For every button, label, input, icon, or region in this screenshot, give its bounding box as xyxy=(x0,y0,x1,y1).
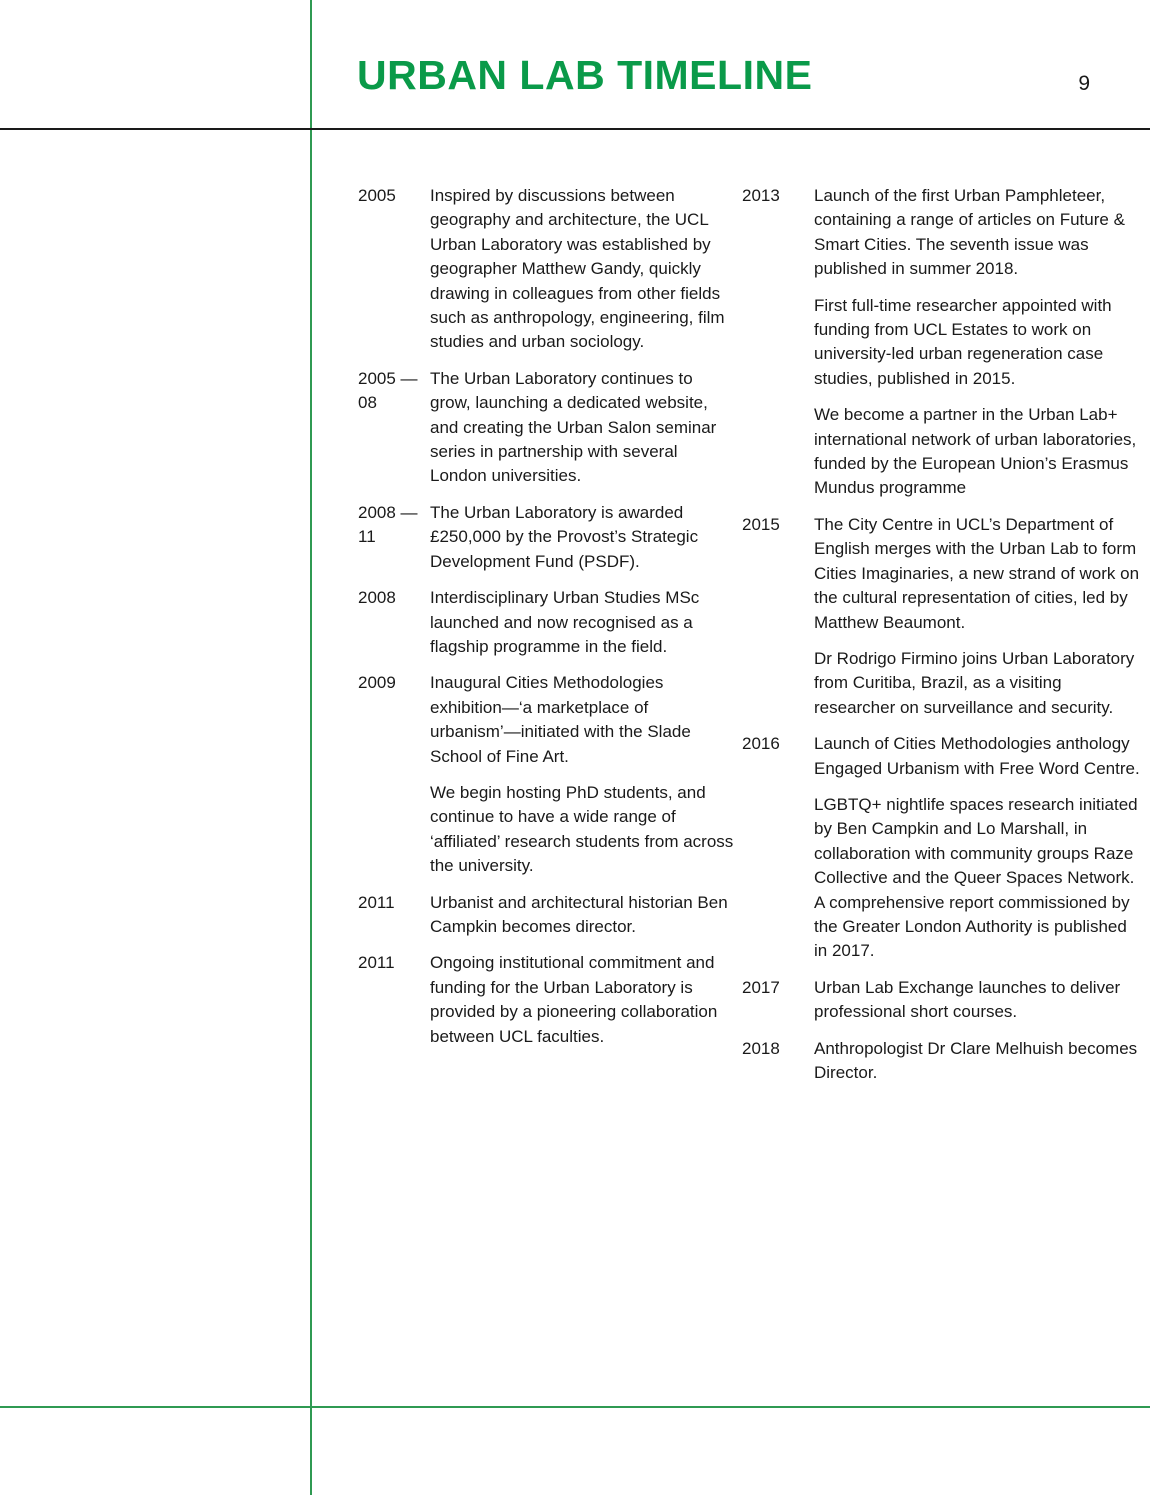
timeline-entry xyxy=(742,732,1142,964)
timeline-paragraph: First full-time researcher appointed with funding from UCL Estates to work on university-led urban regeneration case studies, published in 2015. xyxy=(814,295,1112,388)
timeline-year: 2016 xyxy=(742,734,780,754)
timeline-entry xyxy=(358,671,738,878)
footer-rule xyxy=(0,1406,1150,1408)
timeline-year: 2008 —11 xyxy=(358,502,418,547)
timeline-entry xyxy=(358,367,738,489)
timeline-entry xyxy=(742,513,1142,720)
page-title: URBAN LAB TIMELINE xyxy=(357,52,813,98)
timeline-year: 2013 xyxy=(742,186,780,205)
timeline-year: 2015 xyxy=(742,514,780,534)
timeline-paragraph: Urbanist and architectural historian Ben Campkin becomes director. xyxy=(430,892,728,936)
timeline-paragraph: Ongoing institutional commitment and funding for the Urban Laboratory is provided by a pioneering collaboration between UCL faculties. xyxy=(430,953,718,1046)
timeline-paragraph: The Urban Laboratory is awarded £250,000 by the Provost’s Strategic Development Fund (PSDF). xyxy=(430,502,699,571)
header-rule xyxy=(0,128,1150,130)
timeline-year: 2008 xyxy=(358,588,396,608)
timeline-entry xyxy=(358,951,738,1049)
timeline-description xyxy=(430,951,738,1049)
timeline-paragraph: Anthropologist Dr Clare Melhuish becomes Director. xyxy=(814,1038,1138,1082)
timeline-right-column xyxy=(742,184,1142,1097)
page-number: 9 xyxy=(1078,72,1090,95)
timeline-description xyxy=(430,586,738,659)
timeline-paragraph: Inspired by discussions between geography and architecture, the UCL Urban Laboratory was established by geographer Matthew Gandy, quickly drawing in colleagues from other fields such as anthropology, engineering, film studies and urban sociology. xyxy=(430,186,725,352)
timeline-entry xyxy=(742,976,1142,1025)
timeline-entry xyxy=(358,501,738,574)
timeline-year: 2005 —08 xyxy=(358,368,418,413)
vertical-rule xyxy=(310,0,312,1495)
timeline-description xyxy=(814,732,1142,964)
timeline-paragraph: Launch of the first Urban Pamphleteer, containing a range of articles on Future & Smart Cities. The seventh issue was published in summer 2018. xyxy=(814,186,1125,279)
timeline-year: 2005 xyxy=(358,186,396,205)
timeline-description xyxy=(814,976,1142,1025)
timeline-year: 2017 xyxy=(742,977,780,997)
timeline-entry xyxy=(742,1037,1142,1086)
timeline-description xyxy=(430,501,738,574)
timeline-paragraph: Launch of Cities Methodologies anthology Engaged Urbanism with Free Word Centre. xyxy=(814,734,1140,778)
timeline-description xyxy=(814,184,1142,501)
timeline-description xyxy=(430,671,738,878)
timeline-entry xyxy=(358,184,738,355)
timeline-entry xyxy=(358,891,738,940)
timeline-description xyxy=(430,367,738,489)
timeline-entry xyxy=(742,184,1142,501)
timeline-description xyxy=(814,513,1142,720)
timeline-description xyxy=(430,184,738,355)
timeline-paragraph: Interdisciplinary Urban Studies MSc launched and now recognised as a flagship programme in the field. xyxy=(430,588,700,656)
timeline-entry xyxy=(358,586,738,659)
timeline-paragraph: We begin hosting PhD students, and continue to have a wide range of ‘affiliated’ research students from across the university. xyxy=(430,782,734,876)
timeline-year: 2011 xyxy=(358,953,395,973)
timeline-description xyxy=(814,1037,1142,1086)
timeline-paragraph: The Urban Laboratory continues to grow, launching a dedicated website, and creating the Urban Salon seminar series in partnership with several London universities. xyxy=(430,368,717,486)
timeline-paragraph: Dr Rodrigo Firmino joins Urban Laboratory from Curitiba, Brazil, as a visiting researcher on surveillance and security. xyxy=(814,648,1135,717)
timeline-year: 2018 xyxy=(742,1038,780,1058)
timeline-description xyxy=(430,891,738,940)
timeline-paragraph: LGBTQ+ nightlife spaces research initiated by Ben Campkin and Lo Marshall, in collaboration with community groups Raze Collective and the Queer Spaces Network. A comprehensive report commissioned by the Greater London Authority is published in 2017. xyxy=(814,794,1138,961)
timeline-paragraph: Inaugural Cities Methodologies exhibition—‘a marketplace of urbanism’—initiated with the Slade School of Fine Art. xyxy=(430,673,691,766)
timeline-paragraph: The City Centre in UCL’s Department of English merges with the Urban Lab to form Cities Imaginaries, a new strand of work on the cultural representation of cities, led by Matthew Beaumont. xyxy=(814,514,1140,632)
timeline-paragraph: We become a partner in the Urban Lab+ international network of urban laboratories, funded by the European Union’s Erasmus Mundus programme xyxy=(814,405,1137,498)
timeline-left-column xyxy=(358,184,738,1061)
timeline-year: 2011 xyxy=(358,892,395,912)
timeline-paragraph: Urban Lab Exchange launches to deliver professional short courses. xyxy=(814,977,1121,1022)
timeline-year: 2009 xyxy=(358,673,396,693)
